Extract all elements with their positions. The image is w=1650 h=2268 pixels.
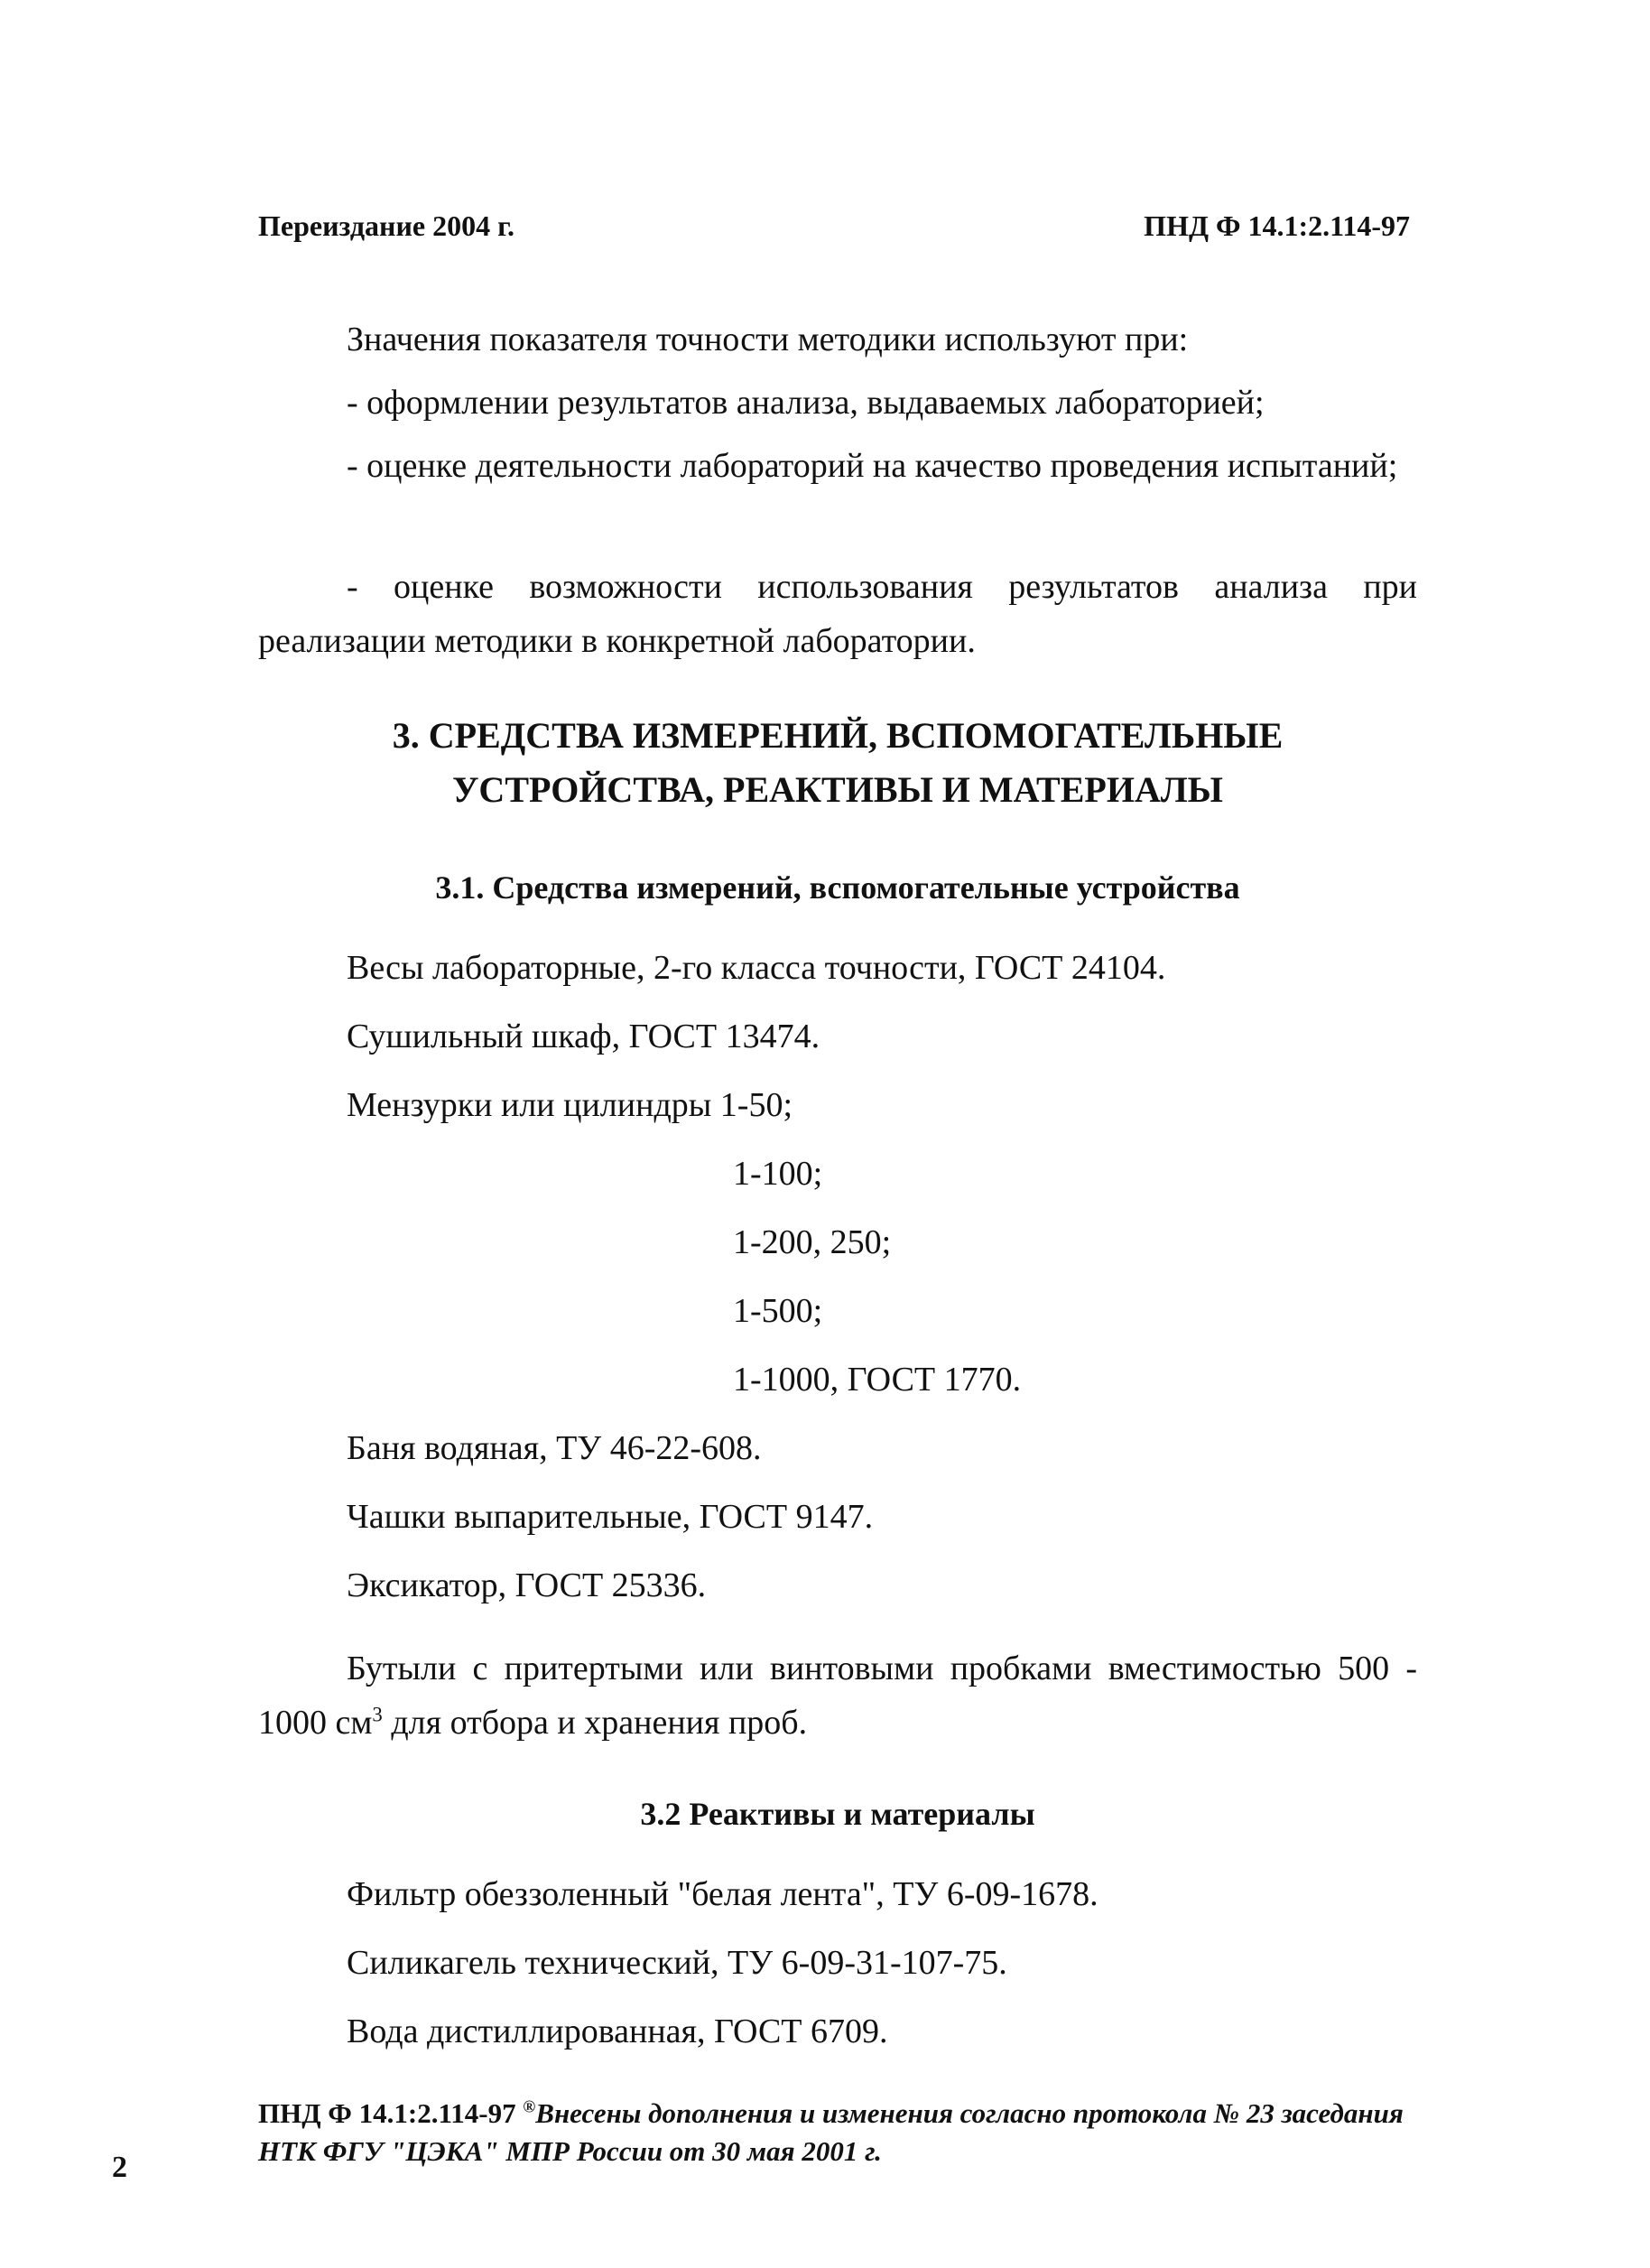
intro-paragraph: - оценке деятельности лабораторий на качество проведения испытаний; [347, 447, 1398, 485]
footnote-code: ПНД Ф 14.1:2.114-97 [258, 2097, 516, 2129]
list-item: Баня водяная, ТУ 46-22-608. [347, 1429, 762, 1467]
intro-paragraph: - оценке возможности использования результатов анализа при реализации методики в конкретной лаборатории. [258, 568, 1417, 660]
list-subitem: 1-100; [733, 1155, 823, 1193]
footnote-mark: ® [523, 2097, 536, 2117]
page-number: 2 [112, 2151, 127, 2184]
section-3-1-title: 3.1. Средства измерений, вспомогательные устройства [435, 869, 1240, 906]
list-item: Чашки выпарительные, ГОСТ 9147. [347, 1498, 874, 1536]
intro-line: Значения показателя точности методики используют при: [347, 321, 1189, 358]
list-item: Эксикатор, ГОСТ 25336. [347, 1566, 707, 1604]
bottles-text: Бутыли с притертыми или винтовыми пробками вместимостью 500 - 1000 см [258, 1650, 1417, 1742]
bottles-text-end: для отбора и хранения проб. [382, 1704, 808, 1742]
intro-line: - оформлении результатов анализа, выдаваемых лабораторией; [347, 384, 1265, 422]
list-item: Весы лабораторные, 2-го класса точности, ГОСТ 24104. [347, 949, 1166, 987]
list-item: Сушильный шкаф, ГОСТ 13474. [347, 1018, 820, 1055]
header-edition: Переиздание 2004 г. [258, 209, 514, 242]
footnote [258, 2095, 1417, 2170]
section-3-title-line1: 3. СРЕДСТВА ИЗМЕРЕНИЙ, ВСПОМОГАТЕЛЬНЫЕ [392, 715, 1284, 756]
section-3-2-title: 3.2 Реактивы и материалы [640, 1796, 1035, 1832]
bottles-paragraph [258, 1641, 1417, 1750]
list-item: Мензурки или цилиндры 1-50; [347, 1086, 793, 1124]
list-subitem: 1-1000, ГОСТ 1770. [733, 1361, 1022, 1399]
footnote-text: Внесены дополнения и изменения согласно протокола № 23 заседания НТК ФГУ "ЦЭКА" МПР России от 30 мая 2001 г. [258, 2097, 1404, 2167]
header-doc-code: ПНД Ф 14.1:2.114-97 [1144, 209, 1410, 242]
list-item: Силикагель технический, ТУ 6-09-31-107-75. [347, 1944, 1007, 1982]
section-3-title-line2: УСТРОЙСТВА, РЕАКТИВЫ И МАТЕРИАЛЫ [452, 769, 1223, 810]
superscript-3: 3 [372, 1703, 383, 1726]
list-subitem: 1-500; [733, 1292, 823, 1330]
list-subitem: 1-200, 250; [733, 1223, 892, 1261]
list-item: Фильтр обеззоленный "белая лента", ТУ 6-09-1678. [347, 1875, 1098, 1913]
list-item: Вода дистиллированная, ГОСТ 6709. [347, 2012, 888, 2050]
